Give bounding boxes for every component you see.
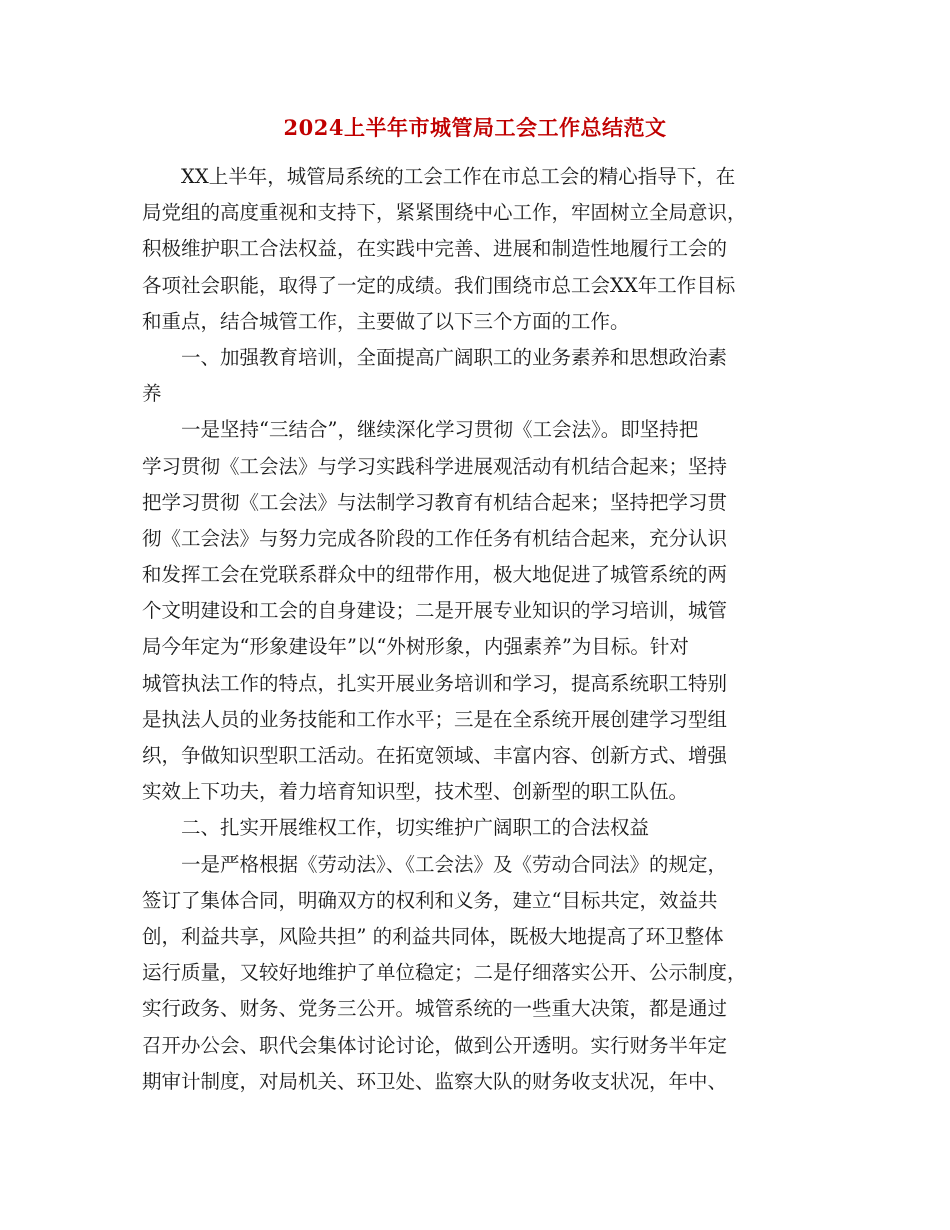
body-line: 局今年定为“形象建设年”以“外树形象，内强素养”为目标。针对: [142, 635, 689, 659]
body-line: 各项社会职能，取得了一定的成绩。我们围绕市总工会XX年工作目标: [142, 273, 736, 297]
body-line: 一是严格根据《劳动法》、《工会法》及《劳动合同法》的规定，: [142, 852, 728, 876]
body-line: 彻《工会法》与努力完成各阶段的工作任务有机结合起来，充分认识: [142, 526, 728, 550]
body-line: 局党组的高度重视和支持下，紧紧围绕中心工作，牢固树立全局意识，: [142, 201, 747, 225]
body-line: 织，争做知识型职工活动。在拓宽领域、丰富内容、创新方式、增强: [142, 744, 728, 767]
body-line: 一、加强教育培训，全面提高广阔职工的业务素养和思想政治素: [142, 345, 728, 369]
body-line: 学习贯彻《工会法》与学习实践科学进展观活动有机结合起来；坚持: [142, 454, 728, 478]
body-line: 签订了集体合同，明确双方的权利和义务，建立“目标共定，效益共: [142, 888, 718, 912]
body-line: 实效上下功夫，着力培育知识型，技术型、创新型的职工队伍。: [142, 780, 689, 804]
body-line: 一是坚持“三结合”，继续深化学习贯彻《工会法》。即坚持把: [142, 418, 699, 442]
body-line: 运行质量，又较好地维护了单位稳定；二是仔细落实公开、公示制度，: [142, 961, 747, 985]
body-line: 和发挥工会在党联系群众中的纽带作用，极大地促进了城管系统的两: [142, 563, 728, 587]
document-body: [142, 159, 808, 1100]
body-line: 二、扎实开展维权工作，切实维护广阔职工的合法权益: [142, 816, 650, 840]
body-line: 召开办公会、职代会集体讨论讨论，做到公开透明。实行财务半年定: [142, 1033, 728, 1057]
body-line: 个文明建设和工会的自身建设；二是开展专业知识的学习培训，城管: [142, 599, 728, 623]
document-title: 2024上半年市城管局工会工作总结范文: [283, 115, 667, 140]
body-line: 创，利益共享，风险共担” 的利益共同体，既极大地提高了环卫整体: [142, 924, 724, 948]
body-line: 城管执法工作的特点，扎实开展业务培训和学习，提高系统职工特别: [142, 671, 728, 695]
body-line: 养: [142, 382, 162, 406]
body-line: 积极维护职工合法权益，在实践中完善、进展和制造性地履行工会的: [142, 237, 728, 261]
body-line: XX上半年，城管局系统的工会工作在市总工会的精心指导下，在: [142, 165, 736, 188]
body-line: 是执法人员的业务技能和工作水平；三是在全系统开展创建学习型组: [142, 707, 728, 731]
body-line: 实行政务、财务、党务三公开。城管系统的一些重大决策，都是通过: [142, 997, 728, 1021]
body-line: 把学习贯彻《工会法》与法制学习教育有机结合起来；坚持把学习贯: [142, 490, 728, 514]
body-line: 期审计制度，对局机关、环卫处、监察大队的财务收支状况，年中、: [142, 1069, 728, 1093]
body-line: 和重点，结合城管工作，主要做了以下三个方面的工作。: [142, 309, 630, 333]
